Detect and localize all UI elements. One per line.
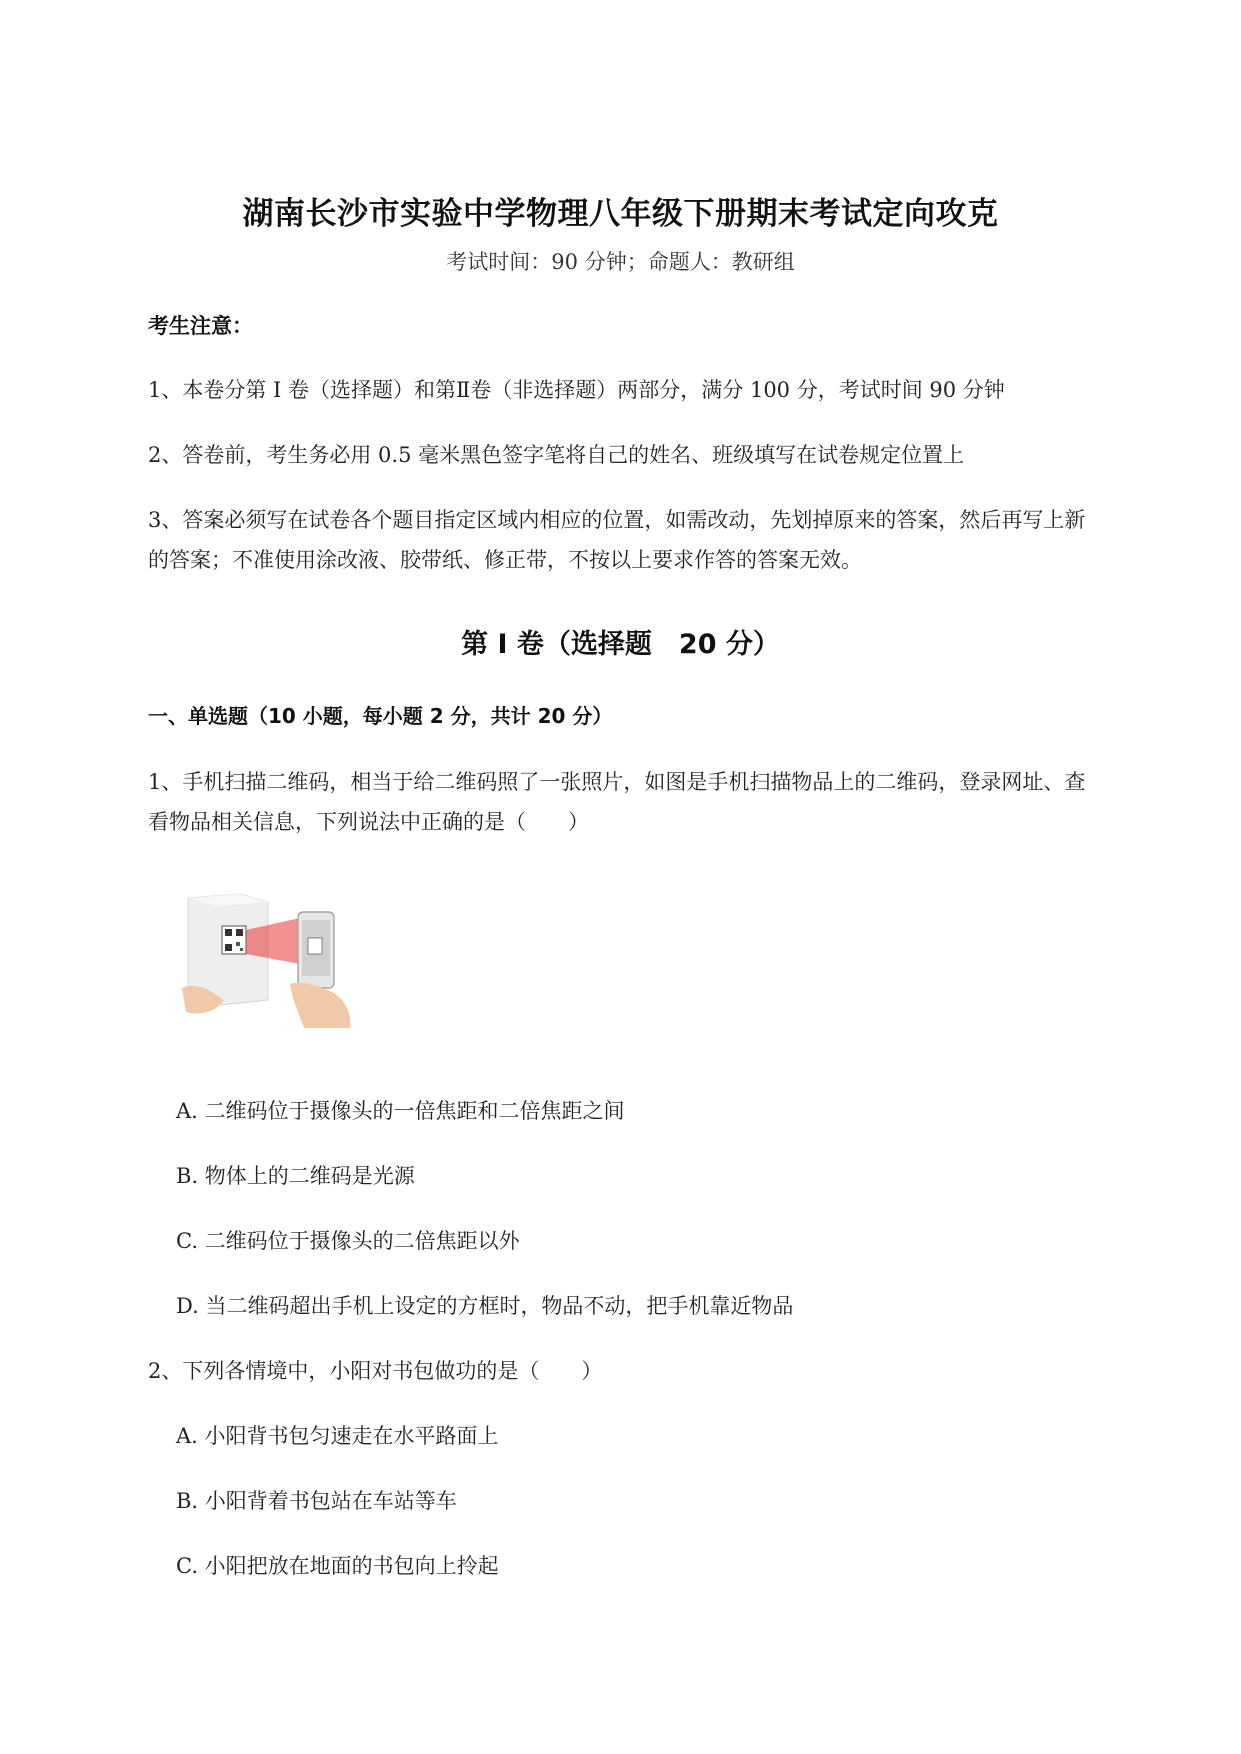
question-1-stem-cont: 看物品相关信息，下列说法中正确的是（ ）	[148, 810, 589, 834]
question-2-stem: 2、下列各情境中，小阳对书包做功的是（ ）	[148, 1359, 603, 1383]
notice-item-3-cont: 的答案；不准使用涂改液、胶带纸、修正带，不按以上要求作答的答案无效。	[148, 548, 862, 572]
section-title: 第 I 卷（选择题 20 分）	[461, 629, 780, 660]
question-1-stem: 1、手机扫描二维码，相当于给二维码照了一张照片，如图是手机扫描物品上的二维码，登录网址、查	[148, 770, 1086, 794]
question-1-option-c: C. 二维码位于摄像头的二倍焦距以外	[176, 1229, 520, 1253]
exam-title: 湖南长沙市实验中学物理八年级下册期末考试定向攻克	[242, 196, 999, 232]
part-heading: 一、单选题（10 小题，每小题 2 分，共计 20 分）	[148, 704, 613, 728]
question-1-option-b: B. 物体上的二维码是光源	[176, 1164, 415, 1188]
notice-item-3: 3、答案必须写在试卷各个题目指定区域内相应的位置，如需改动，先划掉原来的答案，然后再写上新	[148, 508, 1086, 532]
question-1-option-a: A. 二维码位于摄像头的一倍焦距和二倍焦距之间	[176, 1099, 625, 1123]
notice-item-1: 1、本卷分第 I 卷（选择题）和第Ⅱ卷（非选择题）两部分，满分 100 分，考试时间 90 分钟	[148, 378, 1005, 402]
question-2-option-b: B. 小阳背着书包站在车站等车	[176, 1489, 457, 1513]
question-1-option-d: D. 当二维码超出手机上设定的方框时，物品不动，把手机靠近物品	[176, 1294, 794, 1318]
qr-scan-illustration	[180, 888, 365, 1033]
question-2-option-c: C. 小阳把放在地面的书包向上拎起	[176, 1554, 499, 1578]
notice-heading: 考生注意：	[148, 314, 253, 338]
question-2-option-a: A. 小阳背书包匀速走在水平路面上	[176, 1424, 499, 1448]
exam-subtitle: 考试时间：90 分钟；命题人：教研组	[446, 250, 795, 274]
notice-item-2: 2、答卷前，考生务必用 0.5 毫米黑色签字笔将自己的姓名、班级填写在试卷规定位置上	[148, 443, 965, 467]
